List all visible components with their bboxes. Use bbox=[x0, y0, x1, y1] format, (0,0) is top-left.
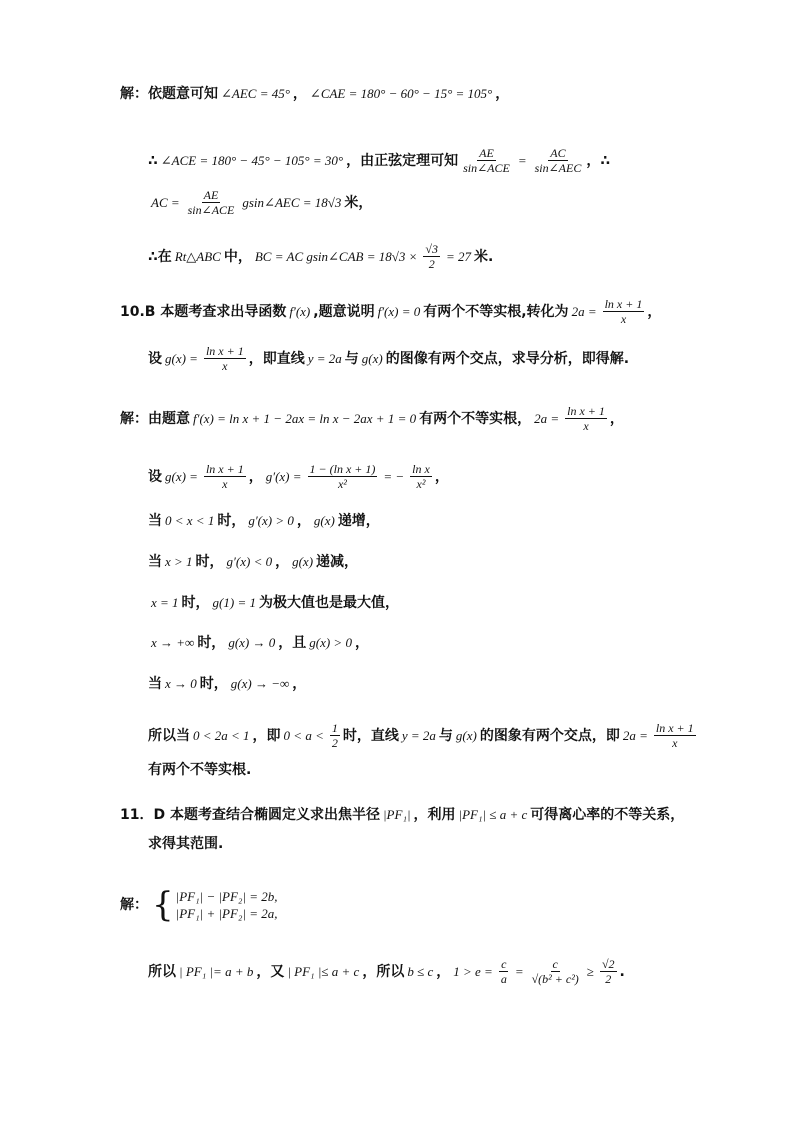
math-expression: y = 2a bbox=[401, 727, 436, 743]
text-run: ，即 bbox=[252, 727, 281, 744]
fraction bbox=[565, 404, 607, 433]
fraction bbox=[204, 344, 246, 373]
text-run: ， bbox=[292, 676, 307, 692]
math-expression: 0 < x < 1 bbox=[165, 513, 215, 528]
text-line bbox=[120, 84, 509, 104]
fraction bbox=[499, 957, 509, 986]
text-run: 有两个不等实根. bbox=[148, 762, 252, 778]
math-expression: ∠CAE = 180° − 60° − 15° = 105° bbox=[309, 86, 493, 101]
text-line bbox=[148, 834, 223, 854]
text-run: 时， bbox=[197, 635, 226, 651]
text-run: 递减， bbox=[316, 554, 359, 570]
text-run: 解：由题意 bbox=[120, 410, 190, 427]
math-expression: BC = AC gsin∠CAB = 18√3 × bbox=[254, 248, 418, 264]
math-expression: Rt△ABC bbox=[174, 248, 221, 264]
text-run: 设 bbox=[148, 350, 162, 367]
text-run: ，即直线 bbox=[248, 350, 305, 367]
text-line bbox=[148, 188, 372, 217]
text-line bbox=[148, 633, 369, 653]
math-expression: g(x) = bbox=[165, 468, 198, 484]
math-expression: f′(x) = 0 bbox=[377, 303, 421, 319]
text-run: . bbox=[619, 963, 625, 980]
text-run: ，由正弦定理可知 bbox=[346, 152, 459, 169]
math-expression: = 27 bbox=[446, 248, 472, 264]
fraction-denominator: sin∠ACE bbox=[463, 161, 510, 175]
fraction-numerator: √2 bbox=[601, 957, 615, 971]
fraction-denominator: 2 bbox=[605, 972, 612, 986]
math-expression: f′(x) = ln x + 1 − 2ax = ln x − 2ax + 1 = 0 bbox=[193, 410, 417, 426]
text-run: 有两个不等实根， bbox=[419, 410, 532, 427]
math-expression: gsin∠AEC = 18√3 bbox=[242, 194, 342, 210]
math-expression: 2a = bbox=[571, 303, 597, 319]
text-run: 当 bbox=[148, 676, 162, 692]
fraction-denominator: x bbox=[620, 312, 627, 326]
math-expression: = − bbox=[383, 468, 405, 484]
math-expression: 2a = bbox=[534, 410, 560, 426]
equation-row: |PF₁| + |PF₂| = 2a, bbox=[175, 906, 278, 921]
text-run: 时，直线 bbox=[342, 727, 399, 744]
text-run: 所以当 bbox=[148, 727, 190, 744]
text-run: ，∴ bbox=[586, 152, 611, 169]
text-run: ，所以 bbox=[362, 963, 405, 980]
fraction-numerator: 1 bbox=[331, 721, 338, 735]
math-expression: g(x) bbox=[313, 513, 335, 528]
equation-system bbox=[152, 885, 278, 925]
fraction-denominator: sin∠ACE bbox=[187, 203, 235, 217]
text-run: 10.B 本题考查求出导函数 bbox=[120, 303, 287, 320]
text-run: 时， bbox=[195, 554, 224, 570]
text-run: 为极大值也是最大值， bbox=[258, 595, 399, 611]
fraction bbox=[533, 146, 584, 175]
math-expression: g(x) = bbox=[165, 350, 198, 366]
text-run: ， bbox=[434, 468, 449, 485]
text-line bbox=[148, 721, 699, 750]
text-run: 时， bbox=[199, 676, 228, 692]
text-run: ， bbox=[647, 303, 662, 320]
text-run: ， bbox=[296, 513, 311, 529]
math-expression: g(x) → 0 bbox=[228, 635, 276, 650]
fraction bbox=[603, 297, 645, 326]
fraction-denominator: x bbox=[583, 419, 589, 433]
math-expression: |PF₁| ≤ a + c bbox=[458, 807, 528, 822]
text-run: 设 bbox=[148, 468, 162, 485]
fraction bbox=[530, 957, 581, 986]
math-expression: 0 < 2a < 1 bbox=[193, 727, 250, 743]
fraction-denominator: x² bbox=[337, 477, 347, 491]
math-expression: y = 2a bbox=[307, 350, 342, 366]
text-run: 中， bbox=[223, 248, 252, 265]
text-line bbox=[120, 404, 624, 433]
fraction bbox=[330, 721, 340, 750]
math-expression: = bbox=[514, 963, 524, 979]
text-line bbox=[148, 760, 251, 780]
fraction-numerator: ln x + 1 bbox=[604, 297, 643, 311]
math-expression: x → +∞ bbox=[151, 635, 195, 650]
math-expression: g(1) = 1 bbox=[212, 595, 256, 610]
math-expression: | PF₁ |= a + b bbox=[179, 963, 254, 979]
text-run: 求得其范围. bbox=[148, 836, 224, 852]
math-expression: ∠AEC = 45° bbox=[221, 86, 290, 101]
text-run: 可得离心率的不等关系， bbox=[530, 807, 685, 823]
fraction-numerator: ln x + 1 bbox=[205, 344, 244, 358]
text-run: ，利用 bbox=[413, 807, 456, 823]
fraction-denominator: x bbox=[222, 359, 228, 373]
fraction-numerator: 1 − (ln x + 1) bbox=[309, 462, 376, 476]
fraction-numerator: ln x bbox=[412, 462, 430, 476]
text-run: ,题意说明 bbox=[313, 303, 375, 320]
math-expression: g(x) → −∞ bbox=[230, 676, 290, 691]
text-run: 当 bbox=[148, 554, 162, 570]
math-expression: b ≤ c bbox=[407, 963, 434, 979]
fraction-numerator: ln x + 1 bbox=[205, 462, 244, 476]
text-line bbox=[148, 957, 625, 986]
math-expression: AC = bbox=[151, 194, 180, 210]
math-expression: x = 1 bbox=[151, 595, 179, 610]
fraction-numerator: ln x + 1 bbox=[567, 404, 605, 418]
fraction-numerator: AC bbox=[550, 146, 566, 160]
text-run: 解： bbox=[120, 897, 148, 913]
text-run: 当 bbox=[148, 513, 162, 529]
text-run: ，且 bbox=[278, 635, 307, 651]
math-expression: 0 < a < bbox=[283, 727, 324, 743]
text-line bbox=[148, 552, 358, 572]
text-run: ， bbox=[609, 410, 624, 427]
text-line bbox=[120, 805, 684, 825]
math-expression: 2a = bbox=[622, 727, 648, 743]
math-expression: g(x) > 0 bbox=[309, 635, 352, 650]
math-expression: ≥ bbox=[586, 963, 594, 979]
text-line bbox=[148, 344, 629, 373]
fraction-numerator: √3 bbox=[425, 242, 439, 256]
fraction-denominator: √(b² + c²) bbox=[531, 972, 579, 986]
text-line bbox=[120, 297, 661, 326]
math-expression: 1 > e = bbox=[453, 963, 493, 979]
math-expression: g′(x) < 0 bbox=[226, 554, 273, 569]
text-run: 米， bbox=[344, 194, 373, 211]
fraction bbox=[204, 462, 246, 491]
text-run: 所以 bbox=[148, 963, 176, 980]
left-brace-icon: { bbox=[152, 885, 174, 925]
text-run: 11．D 本题考查结合椭圆定义求出焦半径 bbox=[120, 807, 380, 823]
text-run: ， bbox=[248, 468, 263, 485]
math-expression: f′(x) bbox=[289, 303, 311, 319]
fraction bbox=[423, 242, 440, 271]
text-run: 与 bbox=[438, 727, 453, 744]
fraction bbox=[308, 462, 378, 491]
fraction-numerator: AE bbox=[479, 146, 494, 160]
text-run: 递增， bbox=[337, 513, 380, 529]
math-expression: g(x) bbox=[455, 727, 477, 743]
fraction-denominator: x bbox=[222, 477, 228, 491]
text-run: ， bbox=[354, 635, 369, 651]
text-line bbox=[148, 462, 449, 491]
text-line bbox=[148, 511, 380, 531]
equation-row: |PF₁| − |PF₂| = 2b, bbox=[175, 889, 278, 904]
text-line bbox=[120, 885, 278, 925]
fraction-denominator: sin∠AEC bbox=[534, 161, 582, 175]
text-run: ， bbox=[436, 963, 451, 980]
fraction bbox=[600, 957, 617, 986]
math-expression: x → 0 bbox=[165, 676, 197, 691]
text-run: 时， bbox=[217, 513, 246, 529]
fraction-denominator: a bbox=[500, 972, 507, 986]
math-expression: g(x) bbox=[361, 350, 383, 366]
text-line bbox=[148, 674, 306, 694]
math-expression: = bbox=[517, 152, 527, 168]
fraction-denominator: x² bbox=[416, 477, 426, 491]
fraction bbox=[410, 462, 432, 491]
fraction-denominator: 2 bbox=[428, 257, 435, 271]
math-expression: g′(x) = bbox=[265, 468, 302, 484]
text-run: 有两个不等实根,转化为 bbox=[423, 303, 569, 320]
text-run: 时， bbox=[181, 595, 210, 611]
math-expression: x > 1 bbox=[165, 554, 193, 569]
fraction bbox=[186, 188, 237, 217]
text-run: 的图像有两个交点，求导分析，即得解. bbox=[385, 350, 630, 367]
math-expression: |PF₁| bbox=[382, 807, 411, 822]
text-run: 与 bbox=[344, 350, 359, 367]
fraction-denominator: x bbox=[672, 736, 678, 750]
fraction-numerator: ln x + 1 bbox=[655, 721, 694, 735]
fraction-numerator: c bbox=[552, 957, 558, 971]
math-expression: g(x) bbox=[292, 554, 314, 569]
fraction bbox=[461, 146, 512, 175]
text-line bbox=[148, 242, 493, 271]
math-expression: ∠ACE = 180° − 45° − 105° = 30° bbox=[160, 152, 344, 168]
text-run: ，又 bbox=[256, 963, 285, 980]
fraction-numerator: AE bbox=[203, 188, 219, 202]
math-expression: g′(x) > 0 bbox=[248, 513, 294, 528]
text-run: ， bbox=[495, 86, 510, 102]
text-run: 米. bbox=[474, 248, 494, 265]
fraction bbox=[654, 721, 696, 750]
text-run: 的图象有两个交点，即 bbox=[479, 727, 620, 744]
fraction-denominator: 2 bbox=[331, 736, 338, 750]
fraction-numerator: c bbox=[501, 957, 507, 971]
text-run: ∴在 bbox=[148, 248, 172, 265]
text-run: 解：依题意可知 bbox=[120, 86, 218, 102]
text-run: ， bbox=[292, 86, 307, 102]
text-line bbox=[148, 146, 610, 175]
text-run: ， bbox=[275, 554, 290, 570]
text-line bbox=[148, 593, 399, 613]
text-run: ∴ bbox=[148, 152, 158, 169]
math-expression: | PF₁ |≤ a + c bbox=[287, 963, 360, 979]
